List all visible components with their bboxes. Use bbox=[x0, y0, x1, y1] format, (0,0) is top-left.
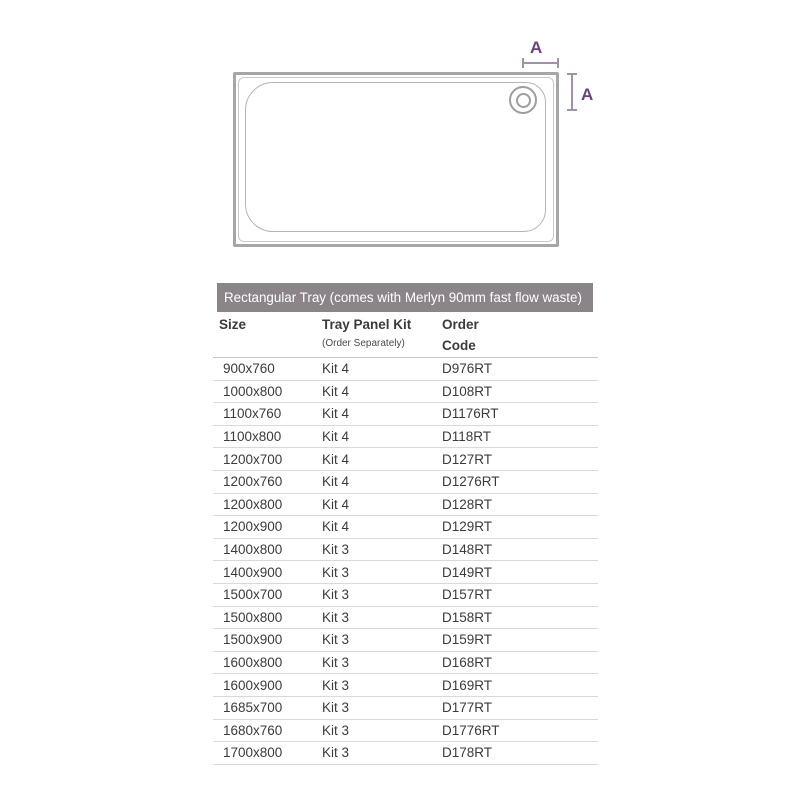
size-cell: 1500x800 bbox=[223, 609, 283, 625]
size-cell: 1680x760 bbox=[223, 722, 283, 738]
order-code-cell: D169RT bbox=[442, 677, 493, 693]
table-row bbox=[213, 381, 598, 404]
dimension-label-a-top: A bbox=[530, 38, 543, 57]
order-code-cell: D177RT bbox=[442, 700, 493, 716]
size-cell: 1200x760 bbox=[223, 474, 283, 490]
kit-cell: Kit 4 bbox=[322, 496, 350, 512]
kit-cell: Kit 3 bbox=[322, 542, 350, 558]
dimension-line bbox=[524, 62, 557, 64]
kit-cell: Kit 3 bbox=[322, 722, 350, 738]
column-header-order-line1: Order bbox=[442, 317, 479, 332]
size-cell: 1100x800 bbox=[223, 429, 282, 445]
dimension-line bbox=[571, 75, 573, 109]
table-row bbox=[213, 697, 598, 720]
table-row bbox=[213, 584, 598, 607]
table-row bbox=[213, 561, 598, 584]
column-header-size: Size bbox=[219, 317, 247, 332]
table-row bbox=[213, 403, 598, 426]
table-row bbox=[213, 539, 598, 562]
order-code-cell: D158RT bbox=[442, 609, 493, 625]
size-cell: 1500x700 bbox=[223, 587, 283, 603]
column-header-kit bbox=[322, 317, 411, 350]
size-cell: 1200x900 bbox=[223, 519, 283, 535]
kit-cell: Kit 4 bbox=[322, 519, 350, 535]
table-rows bbox=[213, 357, 598, 765]
kit-cell: Kit 3 bbox=[322, 564, 350, 580]
size-cell: 1200x700 bbox=[223, 451, 283, 467]
size-cell: 1600x800 bbox=[223, 655, 283, 671]
kit-cell: Kit 3 bbox=[322, 632, 350, 648]
size-cell: 1200x800 bbox=[223, 496, 283, 512]
column-header-kit-note: (Order Separately) bbox=[322, 338, 405, 350]
kit-cell: Kit 4 bbox=[322, 383, 350, 399]
table-row bbox=[213, 629, 598, 652]
size-cell: 900x760 bbox=[223, 361, 275, 377]
table-row bbox=[213, 494, 598, 517]
kit-cell: Kit 4 bbox=[322, 429, 350, 445]
column-header-kit-label: Tray Panel Kit bbox=[322, 317, 412, 332]
order-code-cell: D148RT bbox=[442, 542, 493, 558]
table-row bbox=[213, 742, 598, 765]
order-code-cell: D129RT bbox=[442, 519, 493, 535]
order-code-cell: D178RT bbox=[442, 745, 493, 761]
table-row bbox=[213, 652, 598, 675]
kit-cell: Kit 3 bbox=[322, 677, 350, 693]
kit-cell: Kit 3 bbox=[322, 700, 350, 716]
column-header-order-line2: Code bbox=[442, 338, 476, 354]
order-code-cell: D168RT bbox=[442, 655, 493, 671]
table-row bbox=[213, 426, 598, 449]
kit-cell: Kit 3 bbox=[322, 745, 350, 761]
tray-drawing bbox=[233, 72, 559, 247]
table-row bbox=[213, 674, 598, 697]
table-row bbox=[213, 516, 598, 539]
table-row bbox=[213, 358, 598, 381]
tray-basin-outline bbox=[245, 82, 546, 232]
order-code-cell: D1176RT bbox=[442, 406, 499, 422]
order-code-cell: D108RT bbox=[442, 383, 493, 399]
table-row bbox=[213, 471, 598, 494]
order-code-cell: D128RT bbox=[442, 496, 493, 512]
kit-cell: Kit 4 bbox=[322, 406, 350, 422]
kit-cell: Kit 3 bbox=[322, 587, 350, 603]
table-row bbox=[213, 448, 598, 471]
order-code-cell: D1276RT bbox=[442, 474, 500, 490]
dimension-line-vertical bbox=[567, 73, 577, 111]
table-title-bar: Rectangular Tray (comes with Merlyn 90mm fast flow waste) bbox=[217, 283, 593, 312]
order-code-cell: D159RT bbox=[442, 632, 493, 648]
table-row bbox=[213, 607, 598, 630]
size-cell: 1000x800 bbox=[223, 383, 283, 399]
size-cell: 1500x900 bbox=[223, 632, 283, 648]
waste-drain-inner-icon bbox=[516, 93, 531, 108]
order-code-cell: D1776RT bbox=[442, 722, 500, 738]
order-code-cell: D127RT bbox=[442, 451, 493, 467]
kit-cell: Kit 3 bbox=[322, 655, 350, 671]
dimension-line-horizontal bbox=[522, 58, 559, 68]
column-header-order-code bbox=[442, 317, 479, 354]
table-column-headers bbox=[213, 316, 598, 357]
size-cell: 1700x800 bbox=[223, 745, 283, 761]
order-code-cell: D149RT bbox=[442, 564, 493, 580]
size-cell: 1685x700 bbox=[223, 700, 283, 716]
order-code-cell: D976RT bbox=[442, 361, 493, 377]
kit-cell: Kit 4 bbox=[322, 361, 350, 377]
size-cell: 1600x900 bbox=[223, 677, 283, 693]
dimension-label-a-side: A bbox=[581, 85, 594, 104]
size-cell: 1100x760 bbox=[223, 406, 282, 422]
size-cell: 1400x900 bbox=[223, 564, 283, 580]
kit-cell: Kit 4 bbox=[322, 451, 350, 467]
kit-cell: Kit 3 bbox=[322, 609, 350, 625]
order-code-cell: D118RT bbox=[442, 429, 492, 445]
table-row bbox=[213, 720, 598, 743]
size-cell: 1400x800 bbox=[223, 542, 283, 558]
kit-cell: Kit 4 bbox=[322, 474, 350, 490]
order-code-cell: D157RT bbox=[442, 587, 493, 603]
